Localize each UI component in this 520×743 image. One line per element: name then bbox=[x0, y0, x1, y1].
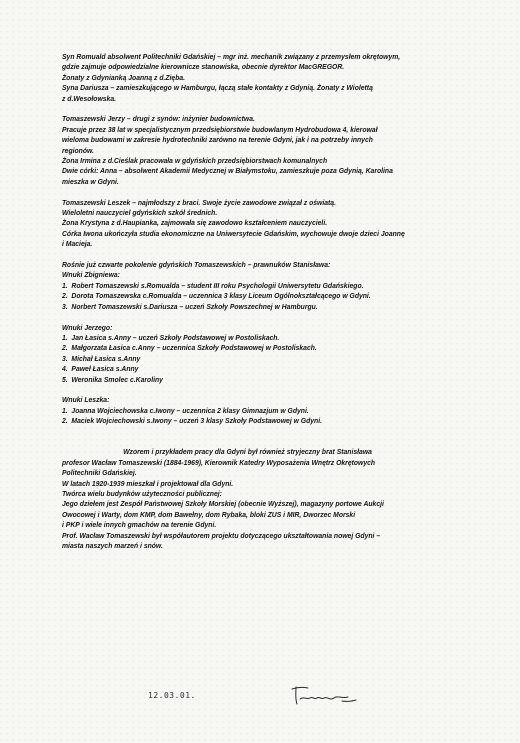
list-item bbox=[62, 375, 444, 385]
paragraph-gap bbox=[62, 427, 444, 437]
list-number: 3. bbox=[62, 353, 68, 363]
text-line: regionów. bbox=[62, 145, 94, 155]
text-line: Tomaszewski Jerzy – drugi z synów: inżynier budownictwa. bbox=[62, 114, 255, 124]
list-item bbox=[62, 333, 444, 343]
text-line: Żonaty z Gdynianką Joanną z d.Zięba. bbox=[62, 72, 186, 82]
text-line: profesor Wacław Tomaszewski (1884-1969), Kierownik Katedry Wyposażenia Wnętrz Okrętowych bbox=[62, 457, 376, 467]
list-heading: Wnuki Leszka: bbox=[62, 395, 110, 405]
list-text: Paweł Łasica s.Anny bbox=[71, 364, 139, 374]
text-line: Syna Dariusza – zamieszkującego w Hamburgu, łączą stałe kontakty z Gdynią. Żonaty z Wiolettą bbox=[62, 83, 373, 93]
text-line: Żona Irmina z d.Cieślak pracowała w gdyńskich przedsiębiorstwach komunalnych bbox=[62, 156, 328, 166]
text-line: miasta naszych marzeń i snów. bbox=[62, 540, 163, 550]
handwritten-date: 12.03.01. bbox=[148, 691, 196, 700]
list-item bbox=[62, 302, 444, 312]
paragraph-leszek bbox=[62, 198, 444, 250]
list-number: 2. bbox=[62, 416, 68, 426]
list-item bbox=[62, 291, 444, 301]
list-item bbox=[62, 281, 444, 291]
list-number: 1. bbox=[62, 405, 68, 415]
list-number: 5. bbox=[62, 374, 68, 384]
text-line: i Macieja. bbox=[62, 239, 93, 249]
document-body bbox=[62, 52, 444, 551]
text-line: Żona Krystyna z d.Haupianka, zajmowała się zawodowo kształceniem nauczycieli. bbox=[62, 218, 328, 228]
list-text: Małgorzata Łasica c.Anny – uczennica Szkoły Podstawowej w Postoliskach. bbox=[71, 343, 317, 353]
handwritten-signature bbox=[290, 683, 360, 707]
text-line: Tomaszewski Leszek – najmłodszy z braci. Swoje życie zawodowe związał z oświatą. bbox=[62, 197, 336, 207]
list-grandchildren-leszek bbox=[62, 395, 444, 426]
list-item bbox=[62, 354, 444, 364]
paragraph-gap bbox=[62, 385, 444, 395]
text-line: W latach 1920-1939 mieszkał i projektował dla Gdyni. bbox=[62, 478, 234, 488]
text-line: Córka Iwona ukończyła studia ekonomiczne na Uniwersytecie Gdańskim, wychowuje dwoje dzieci Joannę bbox=[62, 228, 405, 238]
text-line: Rośnie już czwarte pokolenie gdyńskich Tomaszewskich – prawnuków Stanisława: bbox=[62, 260, 331, 270]
text-line: Jego dziełem jest Zespół Państwowej Szkoły Morskiej (obecnie Wyższej), magazyny portowe Aukcji bbox=[62, 499, 384, 509]
list-item bbox=[62, 343, 444, 353]
list-number: 1. bbox=[62, 332, 68, 342]
list-text: Joanna Wojciechowska c.Iwony – uczennica 2 klasy Gimnazjum w Gdyni. bbox=[71, 405, 309, 415]
signature-row bbox=[140, 683, 400, 713]
list-text: Maciek Wojciechowski s.Iwony – uczeń 3 klasy Szkoły Podstawowej w Gdyni. bbox=[71, 416, 323, 426]
paragraph-romuald bbox=[62, 52, 444, 104]
list-grandchildren-jerzy bbox=[62, 323, 444, 385]
text-line: z d.Wesołowska. bbox=[62, 93, 117, 103]
paragraph-jerzy bbox=[62, 114, 444, 187]
text-line: Politechniki Gdańskiej. bbox=[62, 468, 137, 478]
text-line: Owocowej i Warty, dom KMP, dom Bawełny, dom Rybaka, bloki ZUS i MIR, Dworzec Morski bbox=[62, 509, 356, 519]
list-text: Jan Łasica s.Anny – uczeń Szkoły Podstawowej w Postoliskach. bbox=[71, 332, 280, 342]
text-line: Prof. Wacław Tomaszewski był współautorem projektu dotyczącego ukształtowania nowej Gdyni – bbox=[62, 530, 381, 540]
text-line: Dwie córki: Anna – absolwent Akademii Medycznej w Białymstoku, zamieszkuje poza Gdynią, Karolina bbox=[62, 166, 393, 176]
text-line: gdzie zajmuje odpowiedzialne kierownicze stanowiska, obecnie dyrektor MacGREGOR. bbox=[62, 62, 345, 72]
list-text: Robert Tomaszewski s.Romualda – student III roku Psychologii Uniwersytetu Gdańskiego. bbox=[71, 280, 364, 290]
text-line: Syn Romuald absolwent Politechniki Gdańskiej – mgr inż. mechanik związany z przemysłem okrętowym, bbox=[62, 52, 401, 61]
text-line: Wieloletni nauczyciel gdyńskich szkół średnich. bbox=[62, 208, 218, 218]
paragraph-fourth-generation bbox=[62, 260, 444, 312]
paragraph-gap bbox=[62, 104, 444, 114]
list-item bbox=[62, 364, 444, 374]
text-line: mieszka w Gdyni. bbox=[62, 176, 119, 186]
list-number: 1. bbox=[62, 280, 68, 290]
text-line: Wzorem i przykładem pracy dla Gdyni był również stryjeczny brat Stanisława bbox=[123, 447, 372, 457]
text-line: Pracuje przez 38 lat w specjalistycznym przedsiębiorstwie budowlanym Hydrobudowa 4, kierował bbox=[62, 124, 378, 134]
list-text: Michał Łasica s.Anny bbox=[71, 353, 141, 363]
list-number: 2. bbox=[62, 343, 68, 353]
text-line: i PKP i wiele innych gmachów na terenie Gdyni. bbox=[62, 520, 217, 530]
list-heading: Wnuki Zbigniewa: bbox=[62, 270, 120, 280]
list-heading: Wnuki Jerzego: bbox=[62, 322, 113, 332]
paragraph-waclaw bbox=[62, 447, 444, 551]
list-item bbox=[62, 416, 444, 426]
list-number: 3. bbox=[62, 301, 68, 311]
paragraph-gap bbox=[62, 187, 444, 197]
paragraph-gap bbox=[62, 437, 444, 447]
list-item bbox=[62, 406, 444, 416]
list-number: 2. bbox=[62, 291, 68, 301]
list-text: Weronika Smolec c.Karoliny bbox=[71, 374, 163, 384]
text-line: Twórca wielu budynków użyteczności publicznej: bbox=[62, 488, 222, 498]
paragraph-gap bbox=[62, 250, 444, 260]
text-line: wieloma budowami w zakresie hydrotechniki zarówno na terenie Gdyni, jak i na potrzeby innych bbox=[62, 135, 373, 145]
paragraph-gap bbox=[62, 312, 444, 322]
list-text: Dorota Tomaszewska c.Romualda – uczennica 3 klasy Liceum Ogólnokształcącego w Gdyni. bbox=[71, 291, 371, 301]
list-text: Norbert Tomaszewski s.Dariusza – uczeń Szkoły Powszechnej w Hamburgu. bbox=[71, 301, 318, 311]
list-number: 4. bbox=[62, 364, 68, 374]
